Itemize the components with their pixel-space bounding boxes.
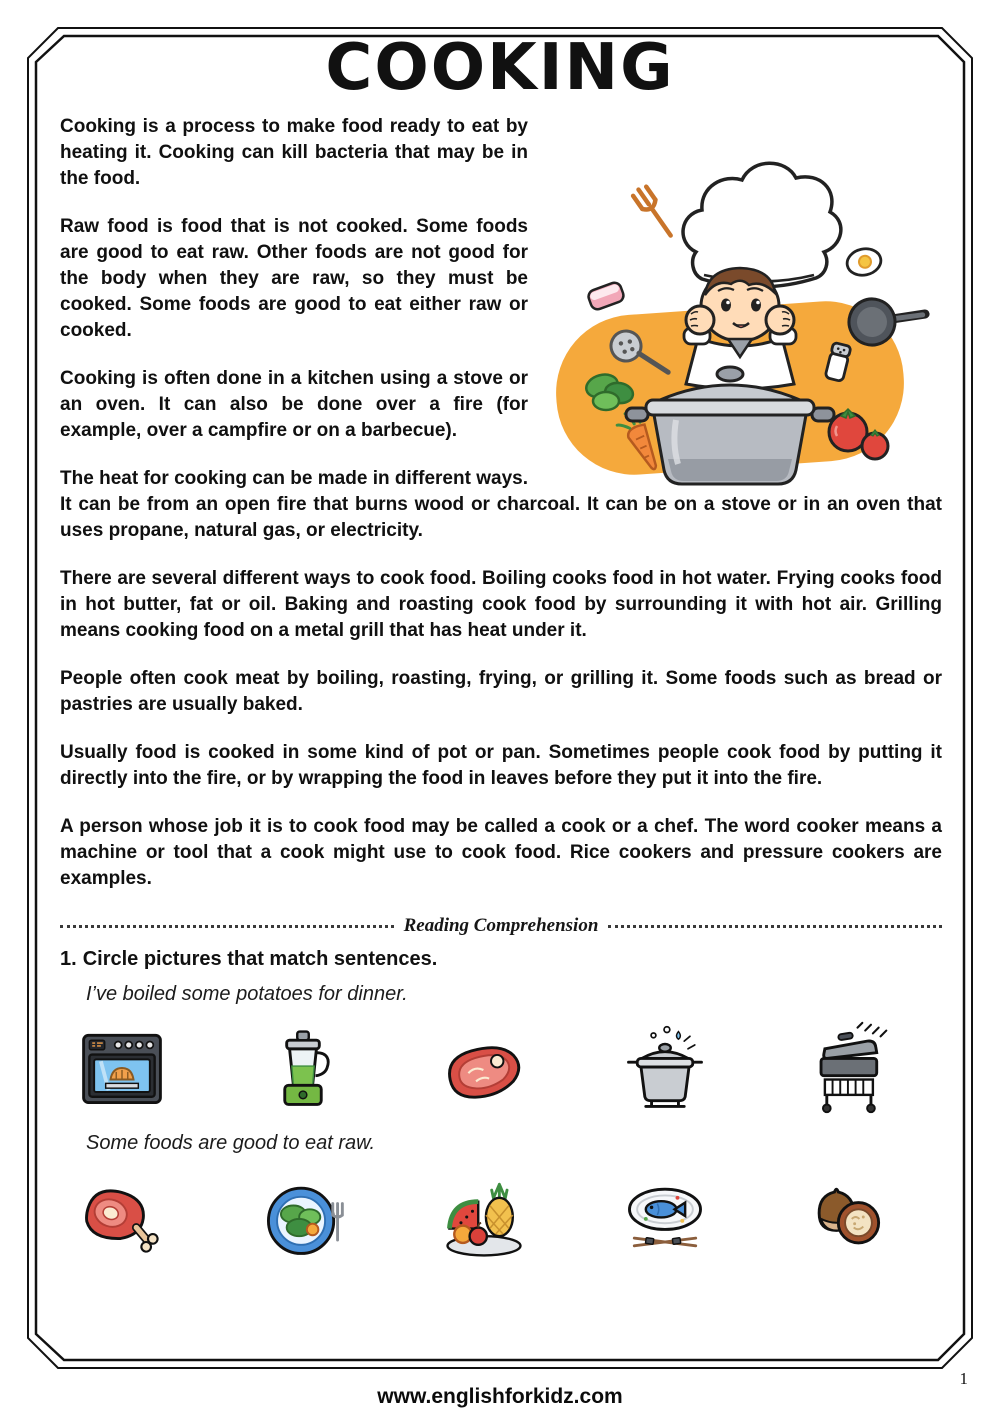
barbecue-grill-icon[interactable] bbox=[798, 1020, 894, 1116]
ham-icon[interactable] bbox=[74, 1169, 170, 1265]
blender-icon[interactable] bbox=[255, 1020, 351, 1116]
boiling-pot-icon[interactable] bbox=[617, 1020, 713, 1116]
sponge-icon bbox=[587, 281, 626, 311]
article-text bbox=[60, 114, 942, 892]
exercise-sentence-2: Some foods are good to eat raw. bbox=[86, 1132, 376, 1154]
chef-cooking-illustration bbox=[542, 114, 942, 486]
page-number: 1 bbox=[959, 1369, 968, 1388]
exercise-number: 1. bbox=[60, 948, 77, 970]
paragraph-4: The heat for cooking can be made in different ways. It can be from an open fire that burns wood or charcoal. It can be on a stove or in an oven that uses propane, natural gas, or electricity. bbox=[60, 468, 942, 541]
paragraph-6: People often cook meat by boiling, roasting, frying, or grilling it. Some foods such as bread or pastries are usually baked. bbox=[60, 668, 942, 715]
footer-website: www.englishforkidz.com bbox=[377, 1385, 623, 1408]
egg-icon bbox=[845, 246, 884, 279]
paragraph-2: Raw food is food that is not cooked. Some foods are good to eat raw. Other foods are not good for the body when they are raw, so they must be cooked. Some foods are good to eat either raw or cooked. bbox=[60, 216, 528, 341]
paragraph-8: A person whose job it is to cook food may be called a cook or a chef. The word cooker means a machine or tool that a cook might use to cook food. Rice cookers and pressure cookers are examples. bbox=[60, 816, 942, 889]
fruit-plate-icon[interactable] bbox=[436, 1169, 532, 1265]
chef-hat-icon bbox=[683, 163, 841, 287]
paragraph-7: Usually food is cooked in some kind of pot or pan. Sometimes people cook food by putting it directly into the fire, or by wrapping the food in leaves before they put it into the fire. bbox=[60, 742, 942, 789]
paragraph-3: Cooking is often done in a kitchen using a stove or an oven. It can also be done over a fire (for example, over a campfire or on a barbecue). bbox=[60, 368, 528, 441]
fish-dish-icon[interactable] bbox=[617, 1169, 713, 1265]
oven-icon[interactable] bbox=[74, 1020, 170, 1116]
exercise-instruction-text: Circle pictures that match sentences. bbox=[82, 948, 438, 970]
page-title: COOKING bbox=[325, 31, 675, 105]
paragraph-1: Cooking is a process to make food ready to eat by heating it. Cooking can kill bacteria that may be in the food. bbox=[60, 116, 528, 189]
exercise-sentence-1: I’ve boiled some potatoes for dinner. bbox=[86, 983, 408, 1005]
section-divider bbox=[60, 914, 942, 938]
exercise-instruction bbox=[60, 948, 942, 971]
salad-plate-icon[interactable] bbox=[255, 1169, 351, 1265]
exercise-row-2-icons bbox=[60, 1163, 942, 1271]
fork-icon bbox=[632, 185, 677, 240]
steak-icon[interactable] bbox=[436, 1020, 532, 1116]
dotted-line-right bbox=[608, 925, 942, 928]
exercise-row-1-icons bbox=[60, 1014, 942, 1122]
dotted-line-left bbox=[60, 925, 394, 928]
paragraph-5: There are several different ways to cook food. Boiling cooks food in hot water. Frying cooks food in hot butter, fat or oil. Baking and roasting cook food by surrounding it with hot air. Grilling means cooking food on a metal grill that has heat under it. bbox=[60, 568, 942, 641]
section-divider-label: Reading Comprehension bbox=[403, 915, 599, 936]
chestnuts-icon[interactable] bbox=[798, 1169, 894, 1265]
